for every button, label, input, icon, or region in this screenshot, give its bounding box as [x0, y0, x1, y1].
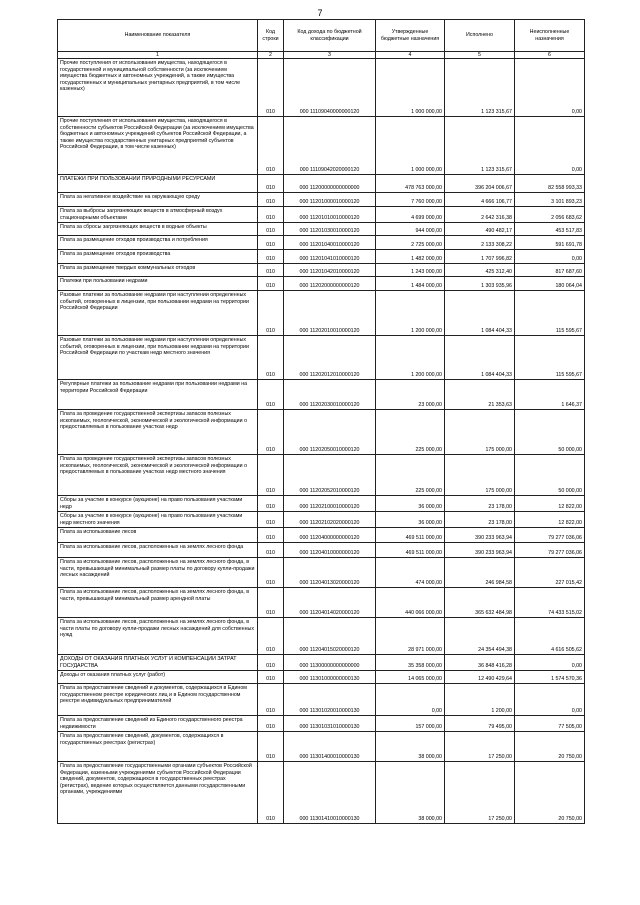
- row-executed: 4 666 106,77: [445, 193, 515, 207]
- row-budget-code: 000 11202010010000120: [284, 291, 376, 336]
- table-row: [58, 543, 585, 558]
- row-approved: 1 200 000,00: [376, 336, 445, 380]
- row-line-code: 010: [258, 496, 284, 512]
- row-budget-code: 000 11109042020000120: [284, 117, 376, 175]
- row-line-code: 010: [258, 193, 284, 207]
- row-executed: 396 204 006,67: [445, 175, 515, 193]
- row-unexecuted: 20 750,00: [515, 762, 585, 824]
- row-budget-code: 000 11201041010000120: [284, 250, 376, 264]
- row-budget-code: 000 11200000000000000: [284, 175, 376, 193]
- row-budget-code: 000 11204013020000120: [284, 558, 376, 588]
- row-approved: 1 484 000,00: [376, 277, 445, 291]
- row-executed: 490 482,17: [445, 223, 515, 236]
- row-budget-code: 000 11201030010000120: [284, 223, 376, 236]
- row-name: Платежи при пользовании недрами: [58, 277, 258, 291]
- row-line-code: 010: [258, 277, 284, 291]
- row-approved: 23 000,00: [376, 380, 445, 410]
- row-executed: 365 632 484,98: [445, 588, 515, 618]
- table-row: [58, 264, 585, 277]
- table-row: [58, 671, 585, 684]
- row-budget-code: 000 11202012010000120: [284, 336, 376, 380]
- row-name: Плата за предоставление сведений, документов, содержащихся в государственных реестрах (регистрах): [58, 732, 258, 762]
- row-executed: 175 000,00: [445, 455, 515, 496]
- row-approved: 1 000 000,00: [376, 59, 445, 117]
- row-line-code: 010: [258, 117, 284, 175]
- row-budget-code: 000 11201010010000120: [284, 207, 376, 223]
- row-unexecuted: 0,00: [515, 59, 585, 117]
- row-line-code: 010: [258, 410, 284, 455]
- row-name: Плата за размещение отходов производства и потребления: [58, 236, 258, 250]
- column-header: Наименование показателя: [58, 20, 258, 52]
- row-unexecuted: 453 517,83: [515, 223, 585, 236]
- row-executed: 17 250,00: [445, 762, 515, 824]
- row-unexecuted: 115 595,67: [515, 336, 585, 380]
- row-executed: 246 984,58: [445, 558, 515, 588]
- row-unexecuted: 227 015,42: [515, 558, 585, 588]
- row-budget-code: 000 11301000000000130: [284, 671, 376, 684]
- row-name: Плата за использование лесов, расположенных на землях лесного фонда, в части, превышающей минимальный размер платы по договору купли-продажи лесных насаждений: [58, 558, 258, 588]
- row-line-code: 010: [258, 223, 284, 236]
- row-budget-code: 000 11202000000000120: [284, 277, 376, 291]
- row-name: Плата за размещение отходов производства: [58, 250, 258, 264]
- row-line-code: 010: [258, 732, 284, 762]
- row-approved: 0,00: [376, 684, 445, 716]
- row-approved: 1 000 000,00: [376, 117, 445, 175]
- column-header: Утвержденные бюджетные назначения: [376, 20, 445, 52]
- table-row: [58, 236, 585, 250]
- row-executed: 390 233 963,94: [445, 528, 515, 543]
- row-name: Разовые платежи за пользование недрами при наступлении определенных событий, оговоренных в лицензии, при пользовании недрами на территории Российской Федерации по участкам недр местного значения: [58, 336, 258, 380]
- row-executed: 390 233 963,94: [445, 543, 515, 558]
- row-line-code: 010: [258, 236, 284, 250]
- row-executed: 36 848 416,28: [445, 655, 515, 671]
- row-budget-code: 000 11204015020000120: [284, 618, 376, 655]
- row-approved: 1 243 000,00: [376, 264, 445, 277]
- column-number: 3: [284, 52, 376, 59]
- row-name: Плата за выбросы загрязняющих веществ в атмосферный воздух стационарными объектами: [58, 207, 258, 223]
- row-approved: 478 763 000,00: [376, 175, 445, 193]
- row-unexecuted: 12 822,00: [515, 496, 585, 512]
- row-unexecuted: 77 505,00: [515, 716, 585, 732]
- row-executed: 79 495,00: [445, 716, 515, 732]
- row-budget-code: 000 11301020010000130: [284, 684, 376, 716]
- row-approved: 469 511 000,00: [376, 528, 445, 543]
- row-executed: 1 200,00: [445, 684, 515, 716]
- row-executed: 2 133 308,22: [445, 236, 515, 250]
- row-executed: 2 642 316,38: [445, 207, 515, 223]
- row-approved: 225 000,00: [376, 455, 445, 496]
- row-unexecuted: 115 595,67: [515, 291, 585, 336]
- table-row: [58, 496, 585, 512]
- row-line-code: 010: [258, 291, 284, 336]
- row-unexecuted: 50 000,00: [515, 455, 585, 496]
- table-row: [58, 762, 585, 824]
- row-executed: 1 707 996,82: [445, 250, 515, 264]
- row-name: Плата за проведение государственной экспертизы запасов полезных ископаемых, геологической, экономической и экологической информации о предоставляемых в пользование участках недр местного значения: [58, 455, 258, 496]
- table-row: [58, 455, 585, 496]
- row-name: ПЛАТЕЖИ ПРИ ПОЛЬЗОВАНИИ ПРИРОДНЫМИ РЕСУРСАМИ: [58, 175, 258, 193]
- row-approved: 35 358 000,00: [376, 655, 445, 671]
- row-approved: 1 200 000,00: [376, 291, 445, 336]
- row-unexecuted: 0,00: [515, 655, 585, 671]
- table-row: [58, 655, 585, 671]
- row-line-code: 010: [258, 207, 284, 223]
- table-row: [58, 250, 585, 264]
- row-budget-code: 000 11301031010000130: [284, 716, 376, 732]
- row-unexecuted: 82 558 993,33: [515, 175, 585, 193]
- table-header-row: [58, 20, 585, 52]
- row-name: Плата за использование лесов, расположенных на землях лесного фонда: [58, 543, 258, 558]
- table-row: [58, 732, 585, 762]
- table-row: [58, 291, 585, 336]
- row-name: ДОХОДЫ ОТ ОКАЗАНИЯ ПЛАТНЫХ УСЛУГ И КОМПЕНСАЦИИ ЗАТРАТ ГОСУДАРСТВА: [58, 655, 258, 671]
- row-approved: 36 000,00: [376, 496, 445, 512]
- row-line-code: 010: [258, 684, 284, 716]
- row-unexecuted: 79 277 036,06: [515, 543, 585, 558]
- row-unexecuted: 3 101 893,23: [515, 193, 585, 207]
- row-approved: 2 725 000,00: [376, 236, 445, 250]
- row-unexecuted: 1 646,37: [515, 380, 585, 410]
- row-executed: 12 490 429,64: [445, 671, 515, 684]
- row-budget-code: 000 11202052010000120: [284, 455, 376, 496]
- row-executed: 1 123 315,67: [445, 59, 515, 117]
- row-approved: 474 000,00: [376, 558, 445, 588]
- row-line-code: 010: [258, 528, 284, 543]
- row-name: Сборы за участие в конкурсе (аукционе) на право пользования участками недр местного значения: [58, 512, 258, 528]
- row-name: Плата за предоставление государственными органами субъектов Российской Федерации, казенными учреждениями субъектов Российской Федерации сведений, документов, содержащихся в государственных реестрах (регистрах), ведение которых осуществляется данными государственными органами, учреждениями: [58, 762, 258, 824]
- table-row: [58, 193, 585, 207]
- table-row: [58, 175, 585, 193]
- row-executed: 24 354 494,38: [445, 618, 515, 655]
- row-approved: 1 482 000,00: [376, 250, 445, 264]
- row-unexecuted: 2 056 683,62: [515, 207, 585, 223]
- row-approved: 944 000,00: [376, 223, 445, 236]
- row-unexecuted: 0,00: [515, 117, 585, 175]
- table-row: [58, 277, 585, 291]
- table-row: [58, 207, 585, 223]
- column-header: Код дохода по бюджетной классификации: [284, 20, 376, 52]
- row-budget-code: 000 11204014020000120: [284, 588, 376, 618]
- row-approved: 4 699 000,00: [376, 207, 445, 223]
- row-line-code: 010: [258, 59, 284, 117]
- row-line-code: 010: [258, 380, 284, 410]
- row-approved: 38 000,00: [376, 762, 445, 824]
- row-budget-code: 000 11201040010000120: [284, 236, 376, 250]
- row-approved: 28 971 000,00: [376, 618, 445, 655]
- row-unexecuted: 50 000,00: [515, 410, 585, 455]
- table-row: [58, 223, 585, 236]
- row-name: Разовые платежи за пользование недрами при наступлении определенных событий, оговоренных в лицензии, при пользовании недрами на территории Российской Федерации: [58, 291, 258, 336]
- row-budget-code: 000 11204010000000120: [284, 543, 376, 558]
- row-approved: 440 066 000,00: [376, 588, 445, 618]
- row-budget-code: 000 11202102020000120: [284, 512, 376, 528]
- row-unexecuted: 74 433 515,02: [515, 588, 585, 618]
- row-executed: 425 312,40: [445, 264, 515, 277]
- row-line-code: 010: [258, 455, 284, 496]
- table-row: [58, 512, 585, 528]
- column-header: Неисполненные назначения: [515, 20, 585, 52]
- row-approved: 225 000,00: [376, 410, 445, 455]
- row-name: Плата за сбросы загрязняющих веществ в водные объекты: [58, 223, 258, 236]
- row-line-code: 010: [258, 618, 284, 655]
- row-unexecuted: 591 691,78: [515, 236, 585, 250]
- row-name: Плата за негативное воздействие на окружающую среду: [58, 193, 258, 207]
- row-executed: 1 303 935,96: [445, 277, 515, 291]
- row-unexecuted: 817 687,60: [515, 264, 585, 277]
- row-budget-code: 000 11201042010000120: [284, 264, 376, 277]
- row-budget-code: 000 11109040000000120: [284, 59, 376, 117]
- table-row: [58, 716, 585, 732]
- column-header: Код строки: [258, 20, 284, 52]
- table-row: [58, 59, 585, 117]
- row-executed: 175 000,00: [445, 410, 515, 455]
- row-line-code: 010: [258, 558, 284, 588]
- row-line-code: 010: [258, 336, 284, 380]
- row-name: Сборы за участие в конкурсе (аукционе) на право пользования участками недр: [58, 496, 258, 512]
- row-budget-code: 000 11204000000000120: [284, 528, 376, 543]
- row-approved: 36 000,00: [376, 512, 445, 528]
- row-unexecuted: 180 064,04: [515, 277, 585, 291]
- row-name: Плата за использование лесов, расположенных на землях лесного фонда, в части платы по договору купли-продажи лесных насаждений для собственных нужд: [58, 618, 258, 655]
- table-row: [58, 117, 585, 175]
- row-name: Плата за использование лесов, расположенных на землях лесного фонда, в части, превышающей минимальный размер арендной платы: [58, 588, 258, 618]
- column-number: 5: [445, 52, 515, 59]
- column-number-row: [58, 52, 585, 59]
- row-unexecuted: 20 750,00: [515, 732, 585, 762]
- row-executed: 23 178,00: [445, 512, 515, 528]
- row-name: Доходы от оказания платных услуг (работ): [58, 671, 258, 684]
- row-budget-code: 000 11202100010000120: [284, 496, 376, 512]
- table-row: [58, 410, 585, 455]
- row-name: Плата за размещение твердых коммунальных отходов: [58, 264, 258, 277]
- row-line-code: 010: [258, 671, 284, 684]
- row-name: Прочие поступления от использования имущества, находящегося в государственной и муниципальной собственности (за исключением имущества бюджетных и автономных учреждений, а также имущества государственных и муниципальных унитарных предприятий, в том числе казенных): [58, 59, 258, 117]
- row-line-code: 010: [258, 762, 284, 824]
- table-row: [58, 528, 585, 543]
- row-line-code: 010: [258, 250, 284, 264]
- column-number: 1: [58, 52, 258, 59]
- row-name: Плата за предоставление сведений из Единого государственного реестра недвижимости: [58, 716, 258, 732]
- table-row: [58, 618, 585, 655]
- row-budget-code: 000 11301410010000130: [284, 762, 376, 824]
- row-line-code: 010: [258, 512, 284, 528]
- row-line-code: 010: [258, 543, 284, 558]
- row-executed: 17 250,00: [445, 732, 515, 762]
- row-name: Регулярные платежи за пользование недрами при пользовании недрами на территории Российской Федерации: [58, 380, 258, 410]
- row-budget-code: 000 11301400010000130: [284, 732, 376, 762]
- table-row: [58, 380, 585, 410]
- page-number: 7: [317, 8, 323, 18]
- row-unexecuted: 1 574 570,36: [515, 671, 585, 684]
- row-executed: 1 084 404,33: [445, 336, 515, 380]
- row-name: Плата за предоставление сведений и документов, содержащихся в Едином государственном реестре юридических лиц и в Едином государственном реестре индивидуальных предпринимателей: [58, 684, 258, 716]
- column-number: 4: [376, 52, 445, 59]
- row-executed: 21 353,63: [445, 380, 515, 410]
- revenue-table: [57, 19, 585, 824]
- table-row: [58, 588, 585, 618]
- table-row: [58, 558, 585, 588]
- row-budget-code: 000 11300000000000000: [284, 655, 376, 671]
- row-approved: 14 065 000,00: [376, 671, 445, 684]
- row-approved: 38 000,00: [376, 732, 445, 762]
- row-unexecuted: 0,00: [515, 250, 585, 264]
- row-name: Плата за использование лесов: [58, 528, 258, 543]
- row-unexecuted: 0,00: [515, 684, 585, 716]
- row-unexecuted: 79 277 036,06: [515, 528, 585, 543]
- row-line-code: 010: [258, 264, 284, 277]
- row-line-code: 010: [258, 175, 284, 193]
- row-name: Плата за проведение государственной экспертизы запасов полезных ископаемых, геологической, экономической и экологической информации о предоставляемых в пользование участках недр: [58, 410, 258, 455]
- row-line-code: 010: [258, 716, 284, 732]
- column-header: Исполнено: [445, 20, 515, 52]
- column-number: 2: [258, 52, 284, 59]
- table-row: [58, 684, 585, 716]
- row-executed: 1 123 315,67: [445, 117, 515, 175]
- row-line-code: 010: [258, 588, 284, 618]
- row-approved: 469 511 000,00: [376, 543, 445, 558]
- row-budget-code: 000 11201000010000120: [284, 193, 376, 207]
- column-number: 6: [515, 52, 585, 59]
- row-executed: 1 084 404,33: [445, 291, 515, 336]
- row-line-code: 010: [258, 655, 284, 671]
- row-unexecuted: 12 822,00: [515, 512, 585, 528]
- table-row: [58, 336, 585, 380]
- row-unexecuted: 4 616 505,62: [515, 618, 585, 655]
- row-name: Прочие поступления от использования имущества, находящегося в собственности субъектов Российской Федерации (за исключением имущества бюджетных и автономных учреждений субъектов Российской Федерации, а также имущества государственных унитарных предприятий субъектов Российской Федерации, в том числе казенных): [58, 117, 258, 175]
- row-approved: 157 000,00: [376, 716, 445, 732]
- row-budget-code: 000 11202050010000120: [284, 410, 376, 455]
- row-approved: 7 760 000,00: [376, 193, 445, 207]
- row-budget-code: 000 11202030010000120: [284, 380, 376, 410]
- row-executed: 23 178,00: [445, 496, 515, 512]
